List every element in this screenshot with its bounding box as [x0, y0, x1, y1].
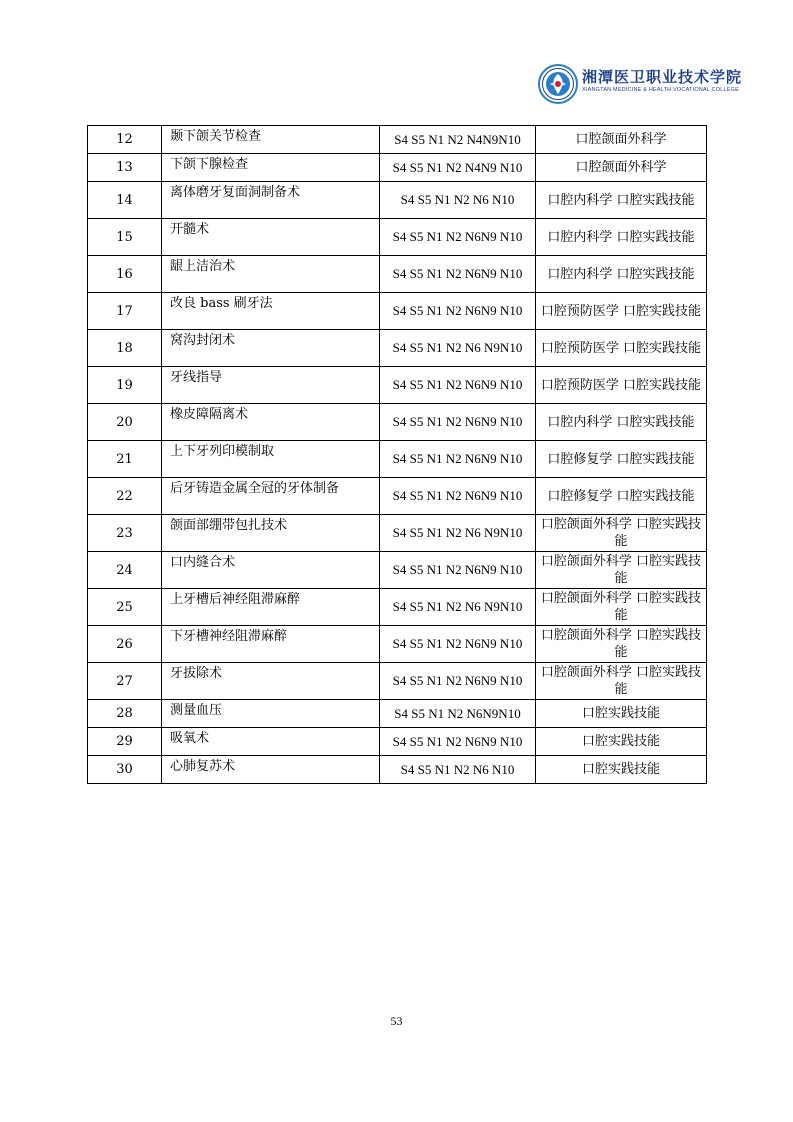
skill-name: 后牙铸造金属全冠的牙体制备 — [162, 478, 380, 515]
row-number: 27 — [88, 663, 162, 700]
row-number: 19 — [88, 367, 162, 404]
row-number: 17 — [88, 293, 162, 330]
skill-name: 心肺复苏术 — [162, 756, 380, 784]
competency-code: S4 S5 N1 N2 N6N9 N10 — [380, 626, 536, 663]
table-row — [88, 404, 707, 441]
related-course: 口腔预防医学 口腔实践技能 — [536, 330, 707, 367]
row-number: 22 — [88, 478, 162, 515]
related-course: 口腔颌面外科学 口腔实践技能 — [536, 589, 707, 626]
row-number: 29 — [88, 728, 162, 756]
row-number: 30 — [88, 756, 162, 784]
table-row — [88, 182, 707, 219]
competency-code: S4 S5 N1 N2 N6 N10 — [380, 756, 536, 784]
page-header — [538, 62, 758, 106]
skills-table — [87, 125, 707, 784]
competency-code: S4 S5 N1 N2 N6N9 N10 — [380, 441, 536, 478]
competency-code: S4 S5 N1 N2 N6N9 N10 — [380, 219, 536, 256]
table-row — [88, 515, 707, 552]
table-row — [88, 154, 707, 182]
skill-name: 橡皮障隔离术 — [162, 404, 380, 441]
skill-name: 测量血压 — [162, 700, 380, 728]
row-number: 21 — [88, 441, 162, 478]
college-logo-icon — [538, 64, 578, 104]
skill-name: 下颌下腺检查 — [162, 154, 380, 182]
row-number: 25 — [88, 589, 162, 626]
table-row — [88, 219, 707, 256]
table-row — [88, 626, 707, 663]
related-course: 口腔内科学 口腔实践技能 — [536, 219, 707, 256]
skill-name: 颌面部绷带包扎技术 — [162, 515, 380, 552]
competency-code: S4 S5 N1 N2 N6N9 N10 — [380, 663, 536, 700]
related-course: 口腔内科学 口腔实践技能 — [536, 182, 707, 219]
skill-name: 吸氧术 — [162, 728, 380, 756]
related-course: 口腔内科学 口腔实践技能 — [536, 404, 707, 441]
skill-name: 上下牙列印模制取 — [162, 441, 380, 478]
competency-code: S4 S5 N1 N2 N6N9 N10 — [380, 728, 536, 756]
related-course: 口腔颌面外科学 — [536, 126, 707, 154]
row-number: 16 — [88, 256, 162, 293]
table-row — [88, 330, 707, 367]
school-name-en: XIANGTAN MEDICINE & HEALTH VOCATIONAL COLLEGE — [582, 87, 740, 93]
related-course: 口腔预防医学 口腔实践技能 — [536, 293, 707, 330]
related-course: 口腔实践技能 — [536, 756, 707, 784]
row-number: 23 — [88, 515, 162, 552]
competency-code: S4 S5 N1 N2 N6 N9N10 — [380, 589, 536, 626]
competency-code: S4 S5 N1 N2 N6N9 N10 — [380, 256, 536, 293]
table-row — [88, 589, 707, 626]
related-course: 口腔颌面外科学 口腔实践技能 — [536, 515, 707, 552]
table-row — [88, 293, 707, 330]
table-row — [88, 552, 707, 589]
competency-code: S4 S5 N1 N2 N6N9 N10 — [380, 478, 536, 515]
skill-name: 上牙槽后神经阻滞麻醉 — [162, 589, 380, 626]
competency-code: S4 S5 N1 N2 N6N9 N10 — [380, 367, 536, 404]
row-number: 26 — [88, 626, 162, 663]
table-row — [88, 126, 707, 154]
skill-name: 开髓术 — [162, 219, 380, 256]
table-row — [88, 728, 707, 756]
row-number: 20 — [88, 404, 162, 441]
skill-name: 口内缝合术 — [162, 552, 380, 589]
table-row — [88, 256, 707, 293]
table-row — [88, 367, 707, 404]
row-number: 18 — [88, 330, 162, 367]
competency-code: S4 S5 N1 N2 N6 N10 — [380, 182, 536, 219]
skill-name: 牙线指导 — [162, 367, 380, 404]
skill-name: 牙拔除术 — [162, 663, 380, 700]
related-course: 口腔修复学 口腔实践技能 — [536, 478, 707, 515]
row-number: 12 — [88, 126, 162, 154]
skill-name: 改良 bass 刷牙法 — [162, 293, 380, 330]
skill-name: 颞下颌关节检查 — [162, 126, 380, 154]
related-course: 口腔颌面外科学 — [536, 154, 707, 182]
table-row — [88, 700, 707, 728]
competency-code: S4 S5 N1 N2 N4N9 N10 — [380, 154, 536, 182]
row-number: 15 — [88, 219, 162, 256]
competency-code: S4 S5 N1 N2 N6 N9N10 — [380, 330, 536, 367]
competency-code: S4 S5 N1 N2 N6N9N10 — [380, 700, 536, 728]
competency-code: S4 S5 N1 N2 N6 N9N10 — [380, 515, 536, 552]
table-row — [88, 478, 707, 515]
school-name-cn: 湘潭医卫职业技术学院 — [582, 68, 743, 86]
competency-code: S4 S5 N1 N2 N6N9 N10 — [380, 552, 536, 589]
row-number: 24 — [88, 552, 162, 589]
row-number: 13 — [88, 154, 162, 182]
related-course: 口腔颌面外科学 口腔实践技能 — [536, 663, 707, 700]
table-row — [88, 663, 707, 700]
competency-code: S4 S5 N1 N2 N4N9N10 — [380, 126, 536, 154]
related-course: 口腔内科学 口腔实践技能 — [536, 256, 707, 293]
related-course: 口腔颌面外科学 口腔实践技能 — [536, 552, 707, 589]
competency-code: S4 S5 N1 N2 N6N9 N10 — [380, 404, 536, 441]
table-row — [88, 441, 707, 478]
related-course: 口腔实践技能 — [536, 700, 707, 728]
skill-name: 离体磨牙复面洞制备术 — [162, 182, 380, 219]
row-number: 14 — [88, 182, 162, 219]
table-row — [88, 756, 707, 784]
related-course: 口腔实践技能 — [536, 728, 707, 756]
skill-name: 窝沟封闭术 — [162, 330, 380, 367]
row-number: 28 — [88, 700, 162, 728]
page-number: 53 — [390, 1014, 403, 1028]
related-course: 口腔修复学 口腔实践技能 — [536, 441, 707, 478]
skill-name: 下牙槽神经阻滞麻醉 — [162, 626, 380, 663]
related-course: 口腔预防医学 口腔实践技能 — [536, 367, 707, 404]
competency-code: S4 S5 N1 N2 N6N9 N10 — [380, 293, 536, 330]
related-course: 口腔颌面外科学 口腔实践技能 — [536, 626, 707, 663]
skill-name: 龈上洁治术 — [162, 256, 380, 293]
